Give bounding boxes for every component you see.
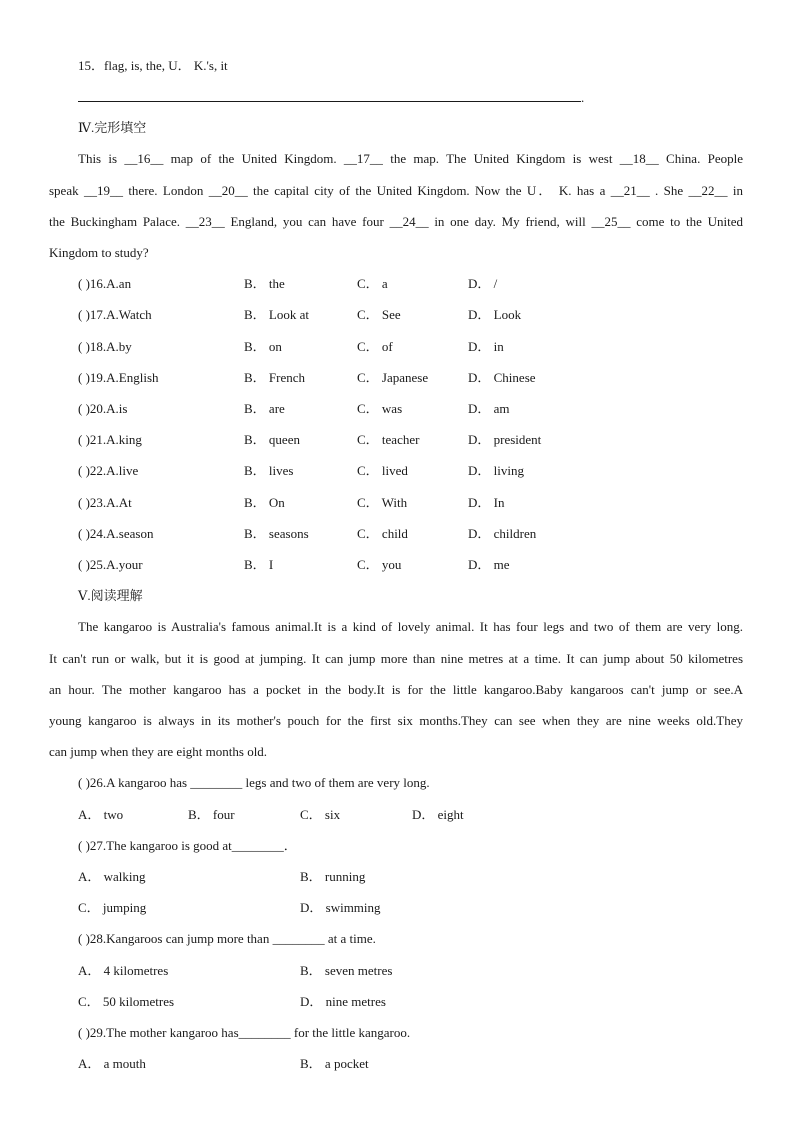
option-b: B． seven metres xyxy=(300,963,393,978)
option-c: C． was xyxy=(357,401,403,416)
question-stem: ( )19.A.English xyxy=(78,370,159,385)
option-b: B． running xyxy=(300,869,366,884)
option-d: D． eight xyxy=(412,807,464,822)
question-26-stem: ( )26.A kangaroo has ________ legs and two of them are very long. xyxy=(78,775,430,790)
option-c: C． lived xyxy=(357,463,408,478)
option-a: A． a mouth xyxy=(78,1056,146,1071)
section-heading-cloze: Ⅳ.完形填空 xyxy=(78,120,147,135)
option-b: B． four xyxy=(188,807,235,822)
option-b: B． on xyxy=(244,339,282,354)
option-b: B． queen xyxy=(244,432,300,447)
option-c: C． you xyxy=(357,557,402,572)
answer-line xyxy=(78,101,581,102)
cloze-passage-line: This is __16__ map of the United Kingdom. __17__ the map. The United Kingdom is west __18__ China. People xyxy=(78,151,743,166)
option-d: D． president xyxy=(468,432,542,447)
option-c: C． six xyxy=(300,807,341,822)
option-b: B． I xyxy=(244,557,274,572)
option-c: C． See xyxy=(357,307,401,322)
option-b: B． lives xyxy=(244,463,294,478)
question-stem: ( )22.A.live xyxy=(78,463,139,478)
option-b: B． Look at xyxy=(244,307,309,322)
question-28-stem: ( )28.Kangaroos can jump more than ________ at a time. xyxy=(78,931,376,946)
option-b: B． a pocket xyxy=(300,1056,369,1071)
question-stem: ( )18.A.by xyxy=(78,339,132,354)
question-stem: ( )24.A.season xyxy=(78,526,154,541)
option-a: A． walking xyxy=(78,869,146,884)
cloze-passage-line: Kingdom to study? xyxy=(49,245,149,260)
option-c: C． With xyxy=(357,495,408,510)
reading-passage-line: It can't run or walk, but it is good at jumping. It can jump more than nine metres at a time. It can jump about 50 kilometres xyxy=(49,651,743,666)
option-d: D． Chinese xyxy=(468,370,536,385)
cloze-passage-line: speak __19__ there. London __20__ the capital city of the United Kingdom. Now the U． K. has a __21__ . She __22__ in xyxy=(49,183,743,198)
question-27-stem: ( )27.The kangaroo is good at________． xyxy=(78,838,297,853)
option-b: B． On xyxy=(244,495,285,510)
option-c: C． 50 kilometres xyxy=(78,994,175,1009)
reading-passage-line: can jump when they are eight months old. xyxy=(49,744,268,759)
reading-passage-line: The kangaroo is Australia's famous animal.It is a kind of lovely animal. It has four legs and two of them are very long. xyxy=(78,619,743,634)
option-b: B． seasons xyxy=(244,526,309,541)
section-heading-reading: Ⅴ.阅读理解 xyxy=(78,588,143,603)
question-stem: ( )16.A.an xyxy=(78,276,132,291)
option-d: D． living xyxy=(468,463,524,478)
reading-passage-line: an hour. The mother kangaroo has a pocket in the body.It is for the little kangaroo.Baby kangaroos can't jump or see.A xyxy=(49,682,743,697)
question-stem: ( )21.A.king xyxy=(78,432,142,447)
question-stem: ( )25.A.your xyxy=(78,557,143,572)
option-d: D． in xyxy=(468,339,504,354)
option-d: D． am xyxy=(468,401,510,416)
option-d: D． nine metres xyxy=(300,994,386,1009)
question-stem: ( )17.A.Watch xyxy=(78,307,152,322)
cloze-passage-line: the Buckingham Palace. __23__ England, you can have four __24__ in one day. My friend, will __25__ come to the United xyxy=(49,214,743,229)
answer-line-end-mark: . xyxy=(581,90,585,105)
option-d: D． / xyxy=(468,276,498,291)
option-d: D． me xyxy=(468,557,510,572)
reading-passage-line: young kangaroo is always in its mother's pouch for the first six months.They can see when they are nine weeks old.They xyxy=(49,713,743,728)
question-15: 15．flag, is, the, U． K.'s, it xyxy=(78,58,228,73)
option-b: B． French xyxy=(244,370,306,385)
question-stem: ( )20.A.is xyxy=(78,401,128,416)
option-c: C． Japanese xyxy=(357,370,429,385)
option-c: C． of xyxy=(357,339,393,354)
option-c: C． a xyxy=(357,276,388,291)
option-c: C． child xyxy=(357,526,408,541)
option-d: D． swimming xyxy=(300,900,381,915)
question-29-stem: ( )29.The mother kangaroo has________ for the little kangaroo. xyxy=(78,1025,411,1040)
option-b: B． are xyxy=(244,401,285,416)
option-c: C． teacher xyxy=(357,432,420,447)
option-d: D． In xyxy=(468,495,505,510)
option-a: A． 4 kilometres xyxy=(78,963,169,978)
option-b: B． the xyxy=(244,276,285,291)
question-stem: ( )23.A.At xyxy=(78,495,132,510)
option-d: D． Look xyxy=(468,307,522,322)
option-c: C． jumping xyxy=(78,900,147,915)
option-a: A． two xyxy=(78,807,124,822)
option-d: D． children xyxy=(468,526,537,541)
